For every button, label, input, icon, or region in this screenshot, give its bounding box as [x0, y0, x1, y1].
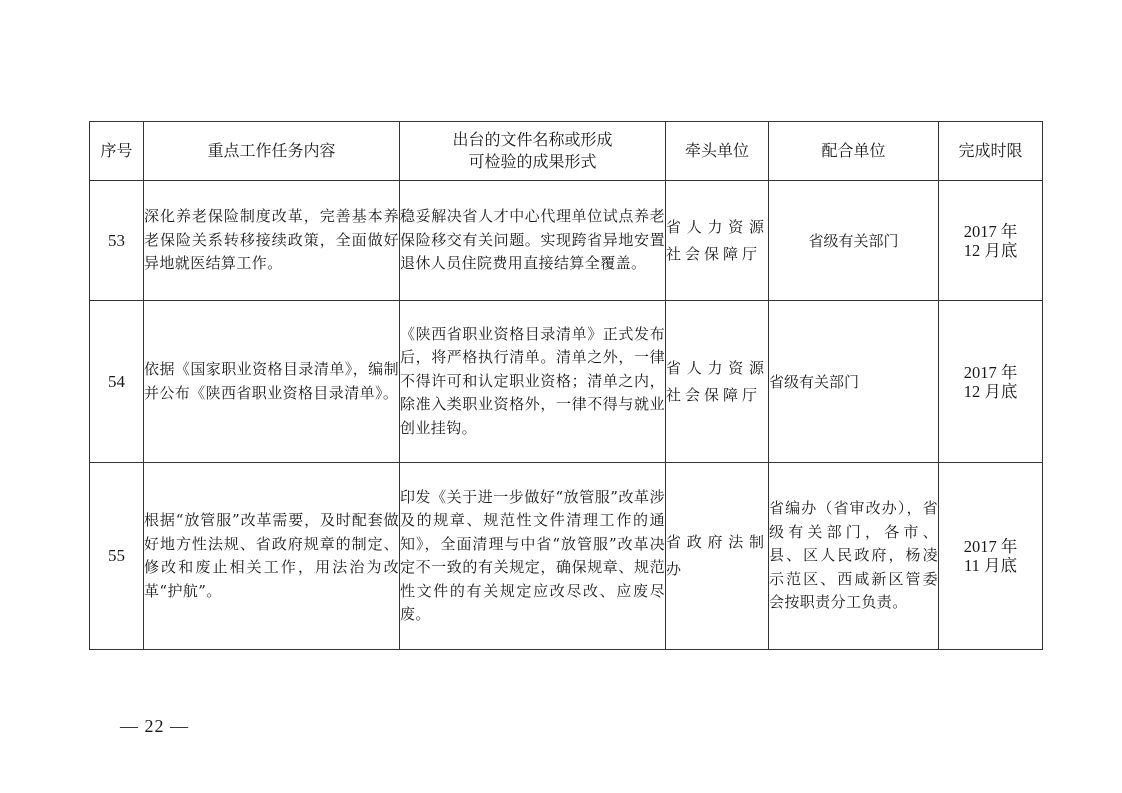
row-deadline — [939, 301, 1043, 463]
row-deadline-month: 12 月底 — [963, 240, 1018, 260]
row-seq: 55 — [90, 463, 144, 650]
row-output: 《陕西省职业资格目录清单》正式发布后，将严格执行清单。清单之外，一律不得许可和认定职业资格；清单之内，除准入类职业资格外，一律不得与就业创业挂钩。 — [400, 301, 666, 463]
header-output-line2: 可检验的成果形式 — [468, 152, 597, 171]
row-deadline-year: 2017 年 — [963, 221, 1018, 241]
row-task: 深化养老保险制度改革，完善基本养老保险关系转移接续政策，全面做好异地就医结算工作。 — [144, 181, 400, 301]
row-coop: 省级有关部门 — [769, 181, 939, 301]
row-lead: 省人力资源社会保障厅 — [666, 301, 769, 463]
row-output: 稳妥解决省人才中心代理单位试点养老保险移交有关问题。实现跨省异地安置退休人员住院费用直接结算全覆盖。 — [400, 181, 666, 301]
row-seq: 53 — [90, 181, 144, 301]
header-output — [400, 122, 666, 181]
row-deadline-month: 12 月底 — [963, 381, 1018, 401]
row-deadline-year: 2017 年 — [963, 362, 1018, 382]
row-lead: 省人力资源社会保障厅 — [666, 181, 769, 301]
row-seq: 54 — [90, 301, 144, 463]
row-deadline — [939, 181, 1043, 301]
table-row — [90, 463, 1043, 650]
header-lead: 牵头单位 — [666, 122, 769, 181]
work-task-table — [89, 121, 1043, 650]
row-coop: 省编办（省审改办），省级有关部门，各市、县、区人民政府，杨凌示范区、西咸新区管委会按职责分工负责。 — [769, 463, 939, 650]
table-header-row — [90, 122, 1043, 181]
row-lead: 省政府法制办 — [666, 463, 769, 650]
header-deadline: 完成时限 — [939, 122, 1043, 181]
row-coop: 省级有关部门 — [769, 301, 939, 463]
header-task: 重点工作任务内容 — [144, 122, 400, 181]
table-row — [90, 301, 1043, 463]
row-deadline-month: 11 月底 — [963, 556, 1017, 575]
header-output-line1: 出台的文件名称或形成 — [452, 130, 613, 149]
row-output: 印发《关于进一步做好“放管服”改革涉及的规章、规范性文件清理工作的通知》，全面清理与中省“放管服”改革决定不一致的有关规定，确保规章、规范性文件的有关规定应改尽改、应废尽废。 — [400, 463, 666, 650]
row-task: 根据“放管服”改革需要，及时配套做好地方性法规、省政府规章的制定、修改和废止相关工作，用法治为改革“护航”。 — [144, 463, 400, 650]
header-coop: 配合单位 — [769, 122, 939, 181]
row-deadline — [939, 463, 1043, 650]
table-row — [90, 181, 1043, 301]
row-deadline-year: 2017 年 — [963, 537, 1018, 556]
page-number: — 22 — — [120, 716, 189, 736]
row-task: 依据《国家职业资格目录清单》，编制并公布《陕西省职业资格目录清单》。 — [144, 301, 400, 463]
header-seq: 序号 — [90, 122, 144, 181]
